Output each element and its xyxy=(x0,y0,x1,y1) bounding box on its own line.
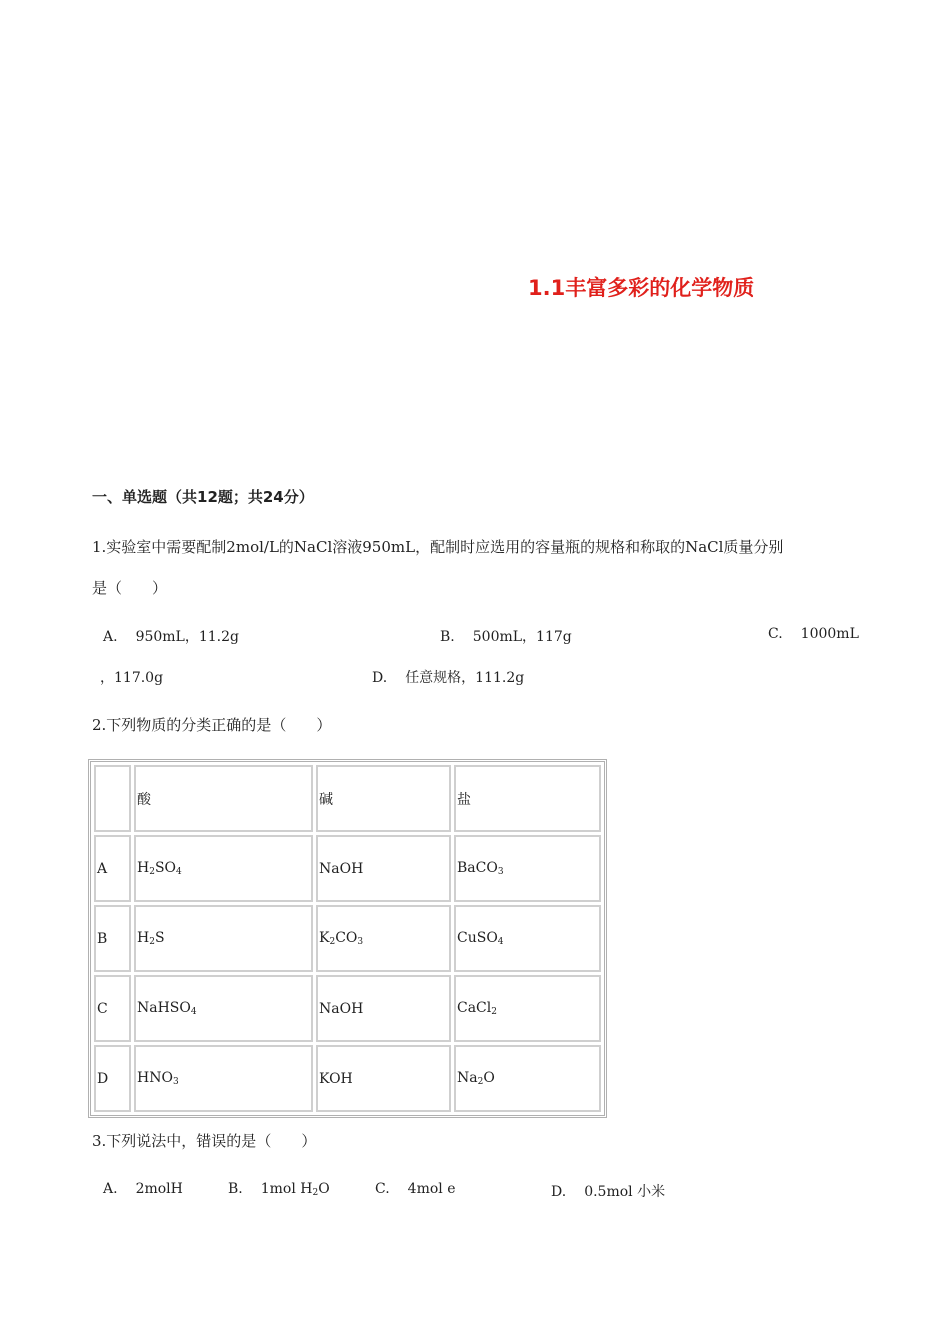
row-label: A xyxy=(94,835,131,902)
acid-cell: NaHSO$_4$ xyxy=(134,975,313,1042)
q3-option-a xyxy=(103,1181,183,1197)
row-label: C xyxy=(94,975,131,1042)
q3-option-d xyxy=(551,1181,665,1201)
table-header-cell: 盐 xyxy=(454,765,601,832)
option-text: ，117.0g xyxy=(100,670,164,686)
acid-cell: $HNO_3$ xyxy=(134,1045,313,1112)
table-header-cell: 酸 xyxy=(134,765,313,832)
option-text: 4mol e xyxy=(407,1181,456,1197)
salt-cell: $Na_2O$ xyxy=(454,1045,601,1112)
option-text: 任意规格，111.2g xyxy=(405,670,525,686)
option-text: 0.5mol 小米 xyxy=(584,1184,666,1200)
table-header-cell xyxy=(94,765,131,832)
question-1-text-cont: 是（ ） xyxy=(92,579,168,597)
option-text: 2molH xyxy=(135,1181,183,1197)
q3-option-c xyxy=(375,1181,456,1197)
q1-option-a xyxy=(103,626,239,646)
question-1-text: 1.实验室中需要配制2mol/L的NaCl溶液950mL，配制时应选用的容量瓶的规格和称取的NaCl质量分别 xyxy=(92,538,784,556)
option-text: 1000mL xyxy=(800,626,859,642)
base-cell: $K_2CO_3$ xyxy=(316,905,451,972)
option-letter: B. xyxy=(440,629,455,645)
option-letter: C. xyxy=(768,626,783,642)
salt-cell: CuSO$_4$ xyxy=(454,905,601,972)
base-cell: NaOH xyxy=(316,835,451,902)
question-2-text: 2.下列物质的分类正确的是（ ） xyxy=(92,716,332,734)
acid-cell: $H_2S$ xyxy=(134,905,313,972)
option-text: 950mL，11.2g xyxy=(135,629,239,645)
option-letter: D. xyxy=(551,1184,567,1200)
option-text: 500mL，117g xyxy=(472,629,572,645)
base-cell: KOH xyxy=(316,1045,451,1112)
table-header-row xyxy=(94,765,601,832)
row-label: D xyxy=(94,1045,131,1112)
q3-option-b xyxy=(228,1181,330,1198)
acid-cell: $H_2SO_4$ xyxy=(134,835,313,902)
classification-table xyxy=(88,759,607,1118)
base-cell: NaOH xyxy=(316,975,451,1042)
q1-option-d xyxy=(372,667,524,687)
table-row xyxy=(94,905,601,972)
table-header-cell: 碱 xyxy=(316,765,451,832)
q1-option-c xyxy=(768,626,859,642)
option-letter: C. xyxy=(375,1181,390,1197)
salt-cell: CaCl$_2$ xyxy=(454,975,601,1042)
option-text: 1mol $H_2O$ xyxy=(260,1181,330,1198)
option-letter: B. xyxy=(228,1181,243,1197)
table-row xyxy=(94,835,601,902)
document-title: 1.1丰富多彩的化学物质 xyxy=(528,276,755,300)
option-letter: A. xyxy=(103,629,118,645)
q1-option-c-cont xyxy=(100,667,163,687)
row-label: B xyxy=(94,905,131,972)
table-row xyxy=(94,1045,601,1112)
question-3-text: 3.下列说法中，错误的是（ ） xyxy=(92,1132,317,1150)
table-row xyxy=(94,975,601,1042)
salt-cell: BaCO$_3$ xyxy=(454,835,601,902)
q1-option-b xyxy=(440,626,572,646)
section-heading: 一、单选题（共12题；共24分） xyxy=(92,488,314,506)
option-letter: D. xyxy=(372,670,388,686)
option-letter: A. xyxy=(103,1181,118,1197)
